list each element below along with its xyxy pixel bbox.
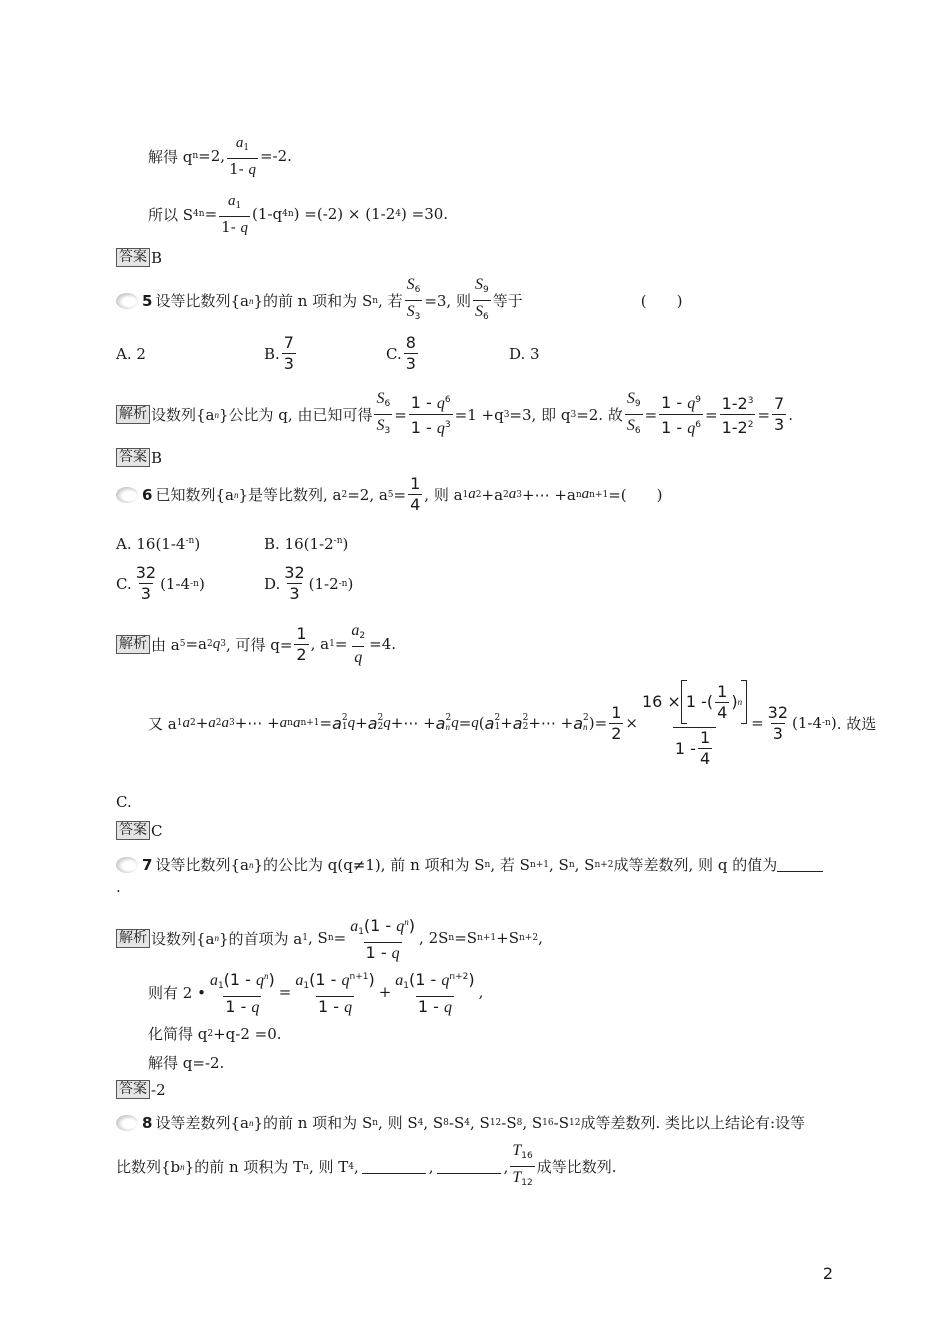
question-5-stem: 5 设等比数列{a n }的前 n 项和为 S n , 若 $\frac{S_6}{S_3}$ =3, 则 $\frac{S_9}{S_6}$ 等于 ( ) [116,274,682,327]
question-7-solution-1: 解析 设数列{a n }的首项为 a 1 , S n = $\frac{a_1(1 - q^n)}{1 - q}$ , 2S n =S n+1 +S n+2 , [116,912,543,964]
solution-tag: 解析 [116,635,150,654]
question-bullet-icon [116,857,138,873]
question-bullet-icon [116,293,138,309]
question-5-answer: 答案 B [116,448,162,467]
prev-line-2: 所以 S 4n = $\frac{a_1}{1- q}$ (1-q 4n ) =(-2) × (1-2 4 ) =30. [148,193,449,236]
question-bullet-icon [116,487,138,503]
option-b: B. $16(1-2^{-n})$ [264,535,349,553]
solution-tag: 解析 [116,405,150,424]
option-d: D. $\frac{32}{3}$ (1-2 -n ) [264,563,354,603]
question-7-solution-3: 化简得 q 2 +q-2 =0. [148,1024,282,1043]
option-d: D. 3 [509,344,540,363]
answer-tag: 答案 [116,821,150,840]
question-7-solution-2: 则有 2 • $\frac{a_1(1 - q^n)}{1 - q}$ = $\frac{a_1(1 - q^{n+1})}{1 - q}$ + $\frac{a_1(1 - q^{n+2})}{1 - q}$ , [148,969,484,1016]
question-6-solution-1: 解析 由 a 5 =a 2 q 3 , 可得 q= $\frac{1}{2}$ , a 1 = $\frac{a_2}{q}$ =4. [116,620,396,668]
question-6-options-cd [116,563,353,604]
answer-tag: 答案 [116,1080,150,1099]
answer-blank-1[interactable] [362,1159,426,1174]
option-a: A. $16(1-4^{-n})$ [116,535,201,553]
option-a: A. 2 [116,344,146,363]
answer-tag: 答案 [116,448,150,467]
answer-blank-2[interactable] [437,1159,501,1174]
page-number: 2 [822,1264,833,1283]
prev-answer: 答案 B [116,248,162,267]
question-7-solution-4: 解得 q=-2. [148,1054,225,1072]
solution-tag: 解析 [116,929,150,948]
question-7-stem: 7 设等比数列{a n }的公比为 q(q≠1), 前 n 项和为 S n , 若 S n+1 , S n , S n+2 成等差数列, 则 q 的值为 [116,854,823,875]
question-7-answer: 答案 -2 [116,1080,166,1099]
question-6-stem: 6 已知数列{a n }是等比数列, a 2 =2, a 5 = $\frac{1}{4}$ , 则 a 1 a 2 +a 2 a 3 +⋯ +a n a n+1 =( ) [116,474,663,515]
question-bullet-icon [116,1115,138,1131]
question-6-solution-3: C. [116,793,132,811]
question-5-solution: 解析 设数列{a n }公比为 q, 由已知可得 $\frac{S_6}{S_3}$ = $\frac{1 - q^6}{1 - q^3}$ =1 +q 3 =3, 即 q 3 =2. 故 $\frac{S_9}{S_6}$ = $\frac{1 - q^9}{1 - q^6}$ = $\frac{1-2^3}{1-2^2}$ = $\frac{7}{3}$ . [116,388,793,441]
fraction: $\frac{a_1}{1- q}$ [229,135,256,178]
question-6-options-ab [116,535,348,553]
question-6-solution-2: 又 a 1 a 2 + a 2 a 3 +⋯ + a n a n+1 = a 2 1 q + a 2 2 q +⋯ + a 2 n q = q ( a 2 1 + a 2 2 +⋯ + a 2 n )= $\frac{1}{2}$ × 16 × 1 - ( $\frac{1}{4}$ ) n 1 - $\frac{1}{4}$ = $\frac{32}{3}$ (1-4 -n ) . 故选 [148,681,877,768]
prev-line-1: 解得 q n =2, $\frac{a_1}{1- q}$ =-2. [148,132,292,180]
option-b: B. $\frac{7}{3}$ [264,333,294,373]
question-8-stem-2: 比数列{b n }的前 n 项积为 T n , 则 T 4 , , , $\frac{T_{16}}{T_{12}}$ 成等比数列. [116,1140,617,1193]
answer-blank[interactable] [777,857,823,872]
option-c: C. $\frac{8}{3}$ [386,333,416,373]
question-5-options [116,333,540,374]
question-8-stem: 8 设等差数列{a n }的前 n 项和为 S n , 则 S 4 , S 8 -S 4 , S 12 -S 8 , S 16 -S 12 成等差数列. 类比以上结论有:设等 [116,1112,805,1133]
option-c: C. $\frac{32}{3}$ (1-4 -n ) [116,563,205,603]
question-6-answer: 答案 C [116,821,162,840]
answer-tag: 答案 [116,248,150,267]
question-7-stem-end: . [116,878,121,896]
